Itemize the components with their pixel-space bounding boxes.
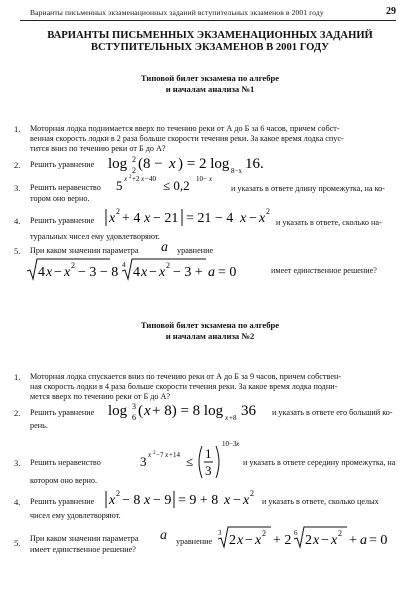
t2-p3-inequality-graphic [140, 438, 240, 484]
t1-p4-lead: Решить уравнение [30, 216, 95, 225]
svg-text:− 3 +: − 3 + [173, 265, 203, 280]
t2-p2-lead: Решить уравнение [30, 408, 95, 417]
svg-text:x: x [144, 403, 151, 419]
svg-text:3: 3 [218, 529, 222, 537]
svg-text:+ 2: + 2 [273, 533, 292, 548]
t1-p3-tail: и указать в ответе длину промежутка, на ко- [231, 184, 385, 193]
ticket-2-title-line-1: Типовой билет экзамена по алгебре [140, 320, 280, 330]
svg-text:x: x [144, 211, 151, 226]
t1-p3-inequality [116, 171, 236, 200]
t2-p1-line-1: Моторная лодка спускается вниз по течению реки от А до Б за 9 часов, причем собствен- [30, 372, 342, 381]
svg-text:−: − [245, 533, 253, 548]
ticket-2-title-line-2: и началам анализа №2 [165, 331, 255, 341]
t2-p4-equation-graphic [104, 487, 259, 511]
svg-text:x: x [124, 175, 128, 183]
svg-text:) = 2 log: ) = 2 log [178, 156, 230, 172]
t1-p3-lead: Решить неравенство [30, 183, 101, 192]
svg-text:2: 2 [116, 489, 120, 498]
svg-text:2: 2 [229, 533, 236, 548]
t1-p1-line-2: венная скорость лодки в 2 раза больше скорости течения реки. За какое время лодка спус- [30, 134, 344, 143]
t2-p3-inequality [140, 438, 240, 489]
t2-p2-equation-graphic [108, 398, 268, 422]
svg-text:−: − [149, 265, 157, 280]
svg-text:a: a [360, 533, 367, 548]
svg-text:x: x [259, 211, 266, 226]
svg-text:= 0: = 0 [369, 533, 388, 548]
svg-text:− 8: − 8 [122, 493, 141, 508]
t2-p1-number: 1. [14, 372, 21, 382]
svg-text:4: 4 [122, 261, 126, 269]
running-header [20, 8, 396, 21]
svg-text:x: x [224, 493, 231, 508]
svg-text:= 21 − 4: = 21 − 4 [186, 211, 234, 226]
t2-p5-line-2: имеет единственное решение? [30, 545, 136, 554]
svg-text:x: x [225, 414, 229, 422]
t1-p1-number: 1. [14, 124, 21, 134]
t2-p3-number: 3. [14, 458, 21, 468]
svg-text:2: 2 [166, 261, 170, 270]
svg-text:x: x [141, 175, 145, 183]
main-title-line-2: ВСТУПИТЕЛЬНЫХ ЭКЗАМЕНОВ В 2001 ГОДУ [90, 42, 330, 53]
svg-text:(8 −: (8 − [138, 156, 163, 172]
t1-p5-lead: При каком значении параметра [30, 246, 139, 255]
svg-text:8−x: 8−x [231, 167, 242, 175]
t2-p2-equation [108, 398, 268, 427]
t1-p4-tail: и указать в ответе, сколько на- [276, 218, 382, 227]
t2-p2-line-2: рень. [30, 421, 48, 430]
svg-text:2: 2 [305, 533, 312, 548]
svg-text:+ 8) = 8 log: + 8) = 8 log [152, 403, 224, 419]
t1-p2-number: 2. [14, 160, 21, 170]
svg-text:−40: −40 [145, 175, 156, 183]
svg-text:+ 4: + 4 [122, 211, 141, 226]
svg-text:−: − [54, 265, 62, 280]
svg-text:− 3 − 8: − 3 − 8 [78, 265, 119, 280]
t2-p2-tail: и указать в ответе его больший ко- [272, 408, 393, 417]
svg-text:2: 2 [250, 489, 254, 498]
svg-text:2: 2 [266, 207, 270, 216]
svg-text:≤ 0,2: ≤ 0,2 [163, 178, 190, 193]
t1-p3-inequality-graphic [116, 171, 236, 195]
t2-p4-tail: и указать в ответе, сколько целых [262, 497, 379, 506]
svg-text:4: 4 [133, 265, 140, 280]
svg-text:log: log [108, 403, 128, 419]
t2-p5-equation-graphic [218, 525, 398, 551]
t1-p4-equation-graphic [104, 205, 274, 229]
svg-text:x: x [236, 440, 240, 448]
t2-p4-line-2: чисел ему удовлетворяют. [30, 511, 121, 520]
t1-p1-line-3: тится вниз по течению реки от Б до А? [30, 144, 166, 153]
svg-text:− 9: − 9 [153, 493, 172, 508]
svg-text:x: x [331, 533, 338, 548]
svg-text:10−: 10− [196, 175, 207, 183]
svg-text:x: x [64, 265, 71, 280]
t2-p4-equation [104, 487, 259, 516]
t1-p5-lead-2: уравнение [177, 246, 214, 255]
svg-text:6: 6 [132, 413, 136, 422]
svg-text:6: 6 [294, 529, 298, 537]
t1-p5-param: a [161, 240, 168, 255]
svg-text:≤: ≤ [186, 454, 194, 469]
svg-text:x: x [144, 493, 151, 508]
svg-text:1: 1 [205, 446, 212, 461]
svg-text:3: 3 [205, 463, 212, 478]
svg-text:x: x [46, 265, 53, 280]
svg-text:2: 2 [132, 166, 136, 175]
svg-text:5: 5 [116, 178, 123, 193]
svg-text:+8: +8 [229, 414, 237, 422]
svg-text:3: 3 [140, 454, 147, 469]
svg-text:log: log [108, 156, 128, 172]
svg-text:x: x [148, 451, 152, 459]
t1-p2-lead: Решить уравнение [30, 160, 95, 169]
svg-text:(: ( [138, 403, 143, 419]
t1-p4-number: 4. [14, 216, 21, 226]
svg-text:x: x [313, 533, 320, 548]
running-header-title: Варианты письменных экзаменационных заданий вступительных экзаменов в 2001 году [30, 8, 324, 17]
svg-text:x: x [159, 265, 166, 280]
svg-text:a: a [208, 265, 215, 280]
svg-text:−7: −7 [156, 451, 164, 459]
ticket-1-title-line-2: и началам анализа №1 [165, 84, 255, 94]
t1-p4-line-2: туральных чисел ему удовлетворяют. [30, 232, 160, 241]
svg-text:−: − [249, 211, 257, 226]
page-number: 29 [386, 6, 396, 17]
t2-p5-lead: При каком значении параметра [30, 534, 139, 543]
t2-p3-tail: и указать в ответе середину промежутка, на [243, 458, 396, 467]
svg-text:−: − [233, 493, 241, 508]
svg-text:x: x [237, 533, 244, 548]
svg-text:− 21: − 21 [153, 211, 179, 226]
t1-p1-line-1: Моторная лодка поднимается вверх по течению реки от А до Б за 6 часов, причем собст- [30, 124, 340, 133]
svg-text:2: 2 [132, 155, 136, 164]
svg-text:x: x [209, 175, 213, 183]
t1-p5-equation-graphic [26, 257, 266, 283]
svg-text:16.: 16. [245, 156, 264, 172]
svg-text:−: − [321, 533, 329, 548]
svg-text:x: x [255, 533, 262, 548]
t2-p4-lead: Решить уравнение [30, 497, 95, 506]
svg-text:2: 2 [129, 175, 132, 180]
svg-text:x: x [243, 493, 250, 508]
svg-text:x: x [240, 211, 247, 226]
svg-text:x: x [169, 156, 176, 172]
svg-text:10−3: 10−3 [222, 440, 237, 448]
svg-text:4: 4 [38, 265, 45, 280]
main-title-line-1: ВАРИАНТЫ ПИСЬМЕННЫХ ЭКЗАМЕНАЦИОННЫХ ЗАДАНИЙ [47, 30, 373, 41]
svg-text:+14: +14 [169, 451, 180, 459]
svg-text:36: 36 [241, 403, 256, 419]
svg-text:2: 2 [338, 529, 342, 538]
t2-p5-param: a [160, 528, 167, 543]
svg-text:2: 2 [153, 451, 156, 456]
t1-p4-equation [104, 205, 274, 234]
svg-text:+: + [349, 533, 357, 548]
t2-p1-line-3: мется вверх по течению реки от Б до А? [30, 392, 171, 401]
t2-p3-lead: Решить неравенство [30, 458, 101, 467]
svg-text:x: x [141, 265, 148, 280]
t1-p3-line-2: тором оно верно. [30, 194, 90, 203]
t2-p2-number: 2. [14, 408, 21, 418]
svg-text:x: x [165, 451, 169, 459]
svg-text:3: 3 [132, 402, 136, 411]
svg-text:2: 2 [262, 529, 266, 538]
svg-text:2: 2 [116, 207, 120, 216]
svg-text:2: 2 [71, 261, 75, 270]
t2-p5-equation [218, 525, 398, 556]
svg-text:= 0: = 0 [218, 265, 237, 280]
svg-text:= 9 + 8: = 9 + 8 [178, 493, 219, 508]
t2-p4-number: 4. [14, 497, 21, 507]
t2-p5-lead-2: уравнение [176, 537, 213, 546]
t1-p5-number: 5. [14, 246, 21, 256]
t1-p5-tail: имеет единственное решение? [271, 266, 377, 275]
t2-p5-number: 5. [14, 538, 21, 548]
t2-p1-line-2: ная скорость лодки в 4 раза больше скорости течения реки. За какое время лодка подни- [30, 382, 338, 391]
ticket-1-title-line-1: Типовой билет экзамена по алгебре [140, 73, 280, 83]
svg-text:x: x [109, 211, 116, 226]
svg-text:x: x [109, 493, 116, 508]
svg-text:+2: +2 [132, 175, 140, 183]
t1-p3-number: 3. [14, 183, 21, 193]
t1-p5-equation [26, 257, 266, 288]
t2-p3-line-2: котором оно верно. [30, 476, 98, 485]
